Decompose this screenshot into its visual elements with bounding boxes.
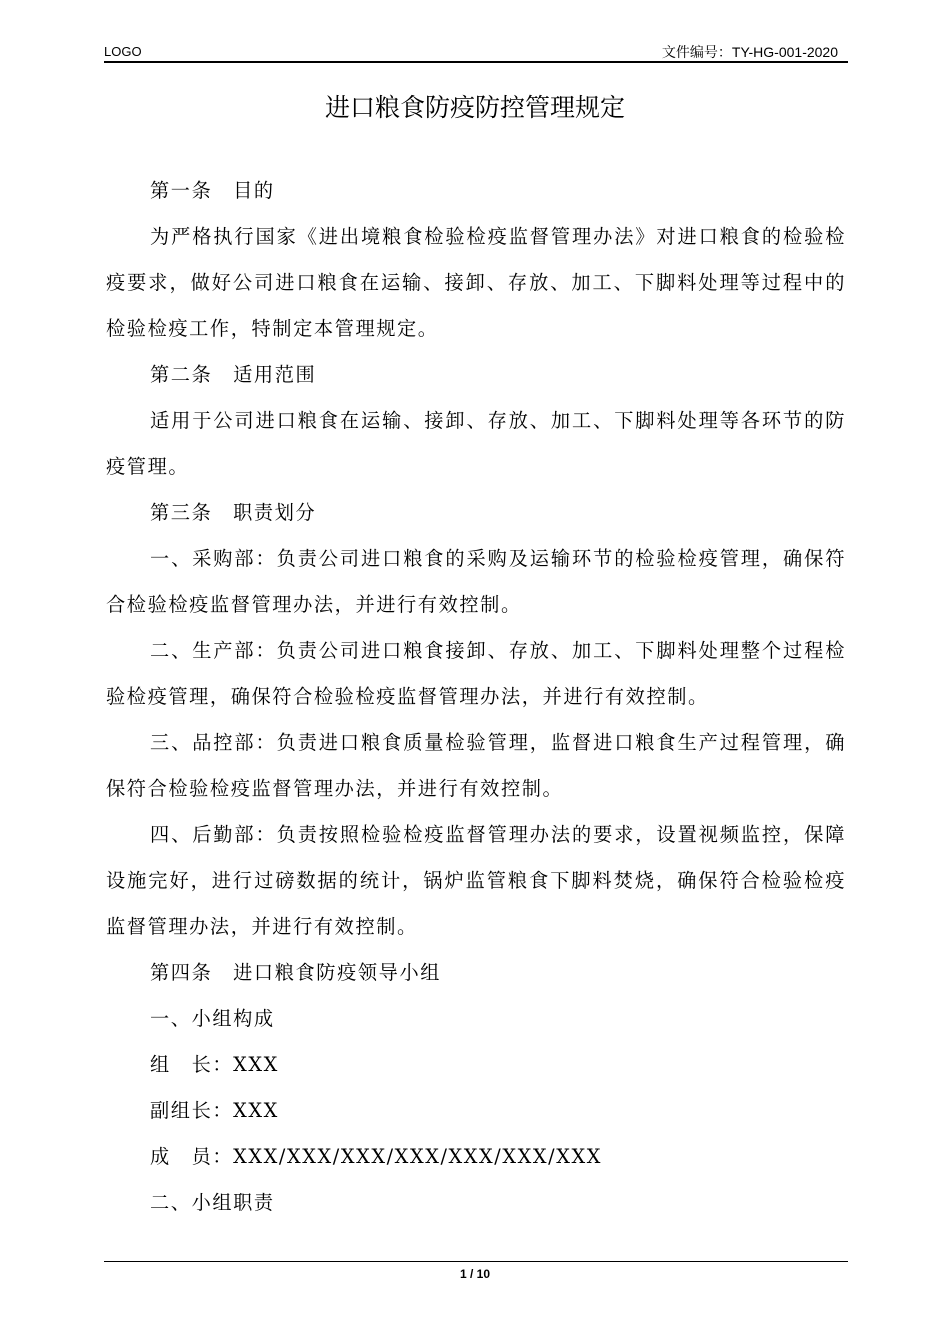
page-number: 1 / 10 — [459, 1267, 491, 1281]
footer-divider — [104, 1261, 848, 1262]
group-leader: 组 长：XXX — [150, 1053, 279, 1076]
group-deputy-leader: 副组长：XXX — [150, 1099, 279, 1122]
responsibility-quality-control: 三、品控部：负责进口粮食质量检验管理，监督进口粮食生产过程管理，确保符合检验检疫监督管理办法，并进行有效控制。 — [106, 731, 846, 800]
header-divider — [104, 61, 848, 63]
group-members: 成 员：XXX/XXX/XXX/XXX/XXX/XXX/XXX — [150, 1145, 602, 1168]
document-title: 进口粮食防疫防控管理规定 — [324, 93, 625, 122]
document-number: 文件编号：TY-HG-001-2020 — [661, 44, 838, 60]
article-2-text: 适用于公司进口粮食在运输、接卸、存放、加工、下脚料处理等各环节的防疫管理。 — [106, 409, 846, 478]
document-body — [106, 168, 846, 1226]
header-logo: LOGO — [104, 44, 142, 59]
responsibility-purchasing: 一、采购部：负责公司进口粮食的采购及运输环节的检验检疫管理，确保符合检验检疫监督管理办法，并进行有效控制。 — [106, 547, 846, 616]
article-2-heading: 第二条 适用范围 — [150, 363, 317, 386]
group-duties-heading: 二、小组职责 — [150, 1191, 275, 1214]
article-4-heading: 第四条 进口粮食防疫领导小组 — [150, 961, 442, 984]
responsibility-production: 二、生产部：负责公司进口粮食接卸、存放、加工、下脚料处理整个过程检验检疫管理，确保符合检验检疫监督管理办法，并进行有效控制。 — [106, 639, 846, 708]
responsibility-logistics: 四、后勤部：负责按照检验检疫监督管理办法的要求，设置视频监控，保障设施完好，进行过磅数据的统计，锅炉监管粮食下脚料焚烧，确保符合检验检疫监督管理办法，并进行有效控制。 — [106, 823, 846, 938]
group-composition-heading: 一、小组构成 — [150, 1007, 275, 1030]
article-1-heading: 第一条 目的 — [150, 179, 275, 202]
article-3-heading: 第三条 职责划分 — [150, 501, 317, 524]
article-1-text: 为严格执行国家《进出境粮食检验检疫监督管理办法》对进口粮食的检验检疫要求，做好公司进口粮食在运输、接卸、存放、加工、下脚料处理等过程中的检验检疫工作，特制定本管理规定。 — [106, 225, 846, 340]
